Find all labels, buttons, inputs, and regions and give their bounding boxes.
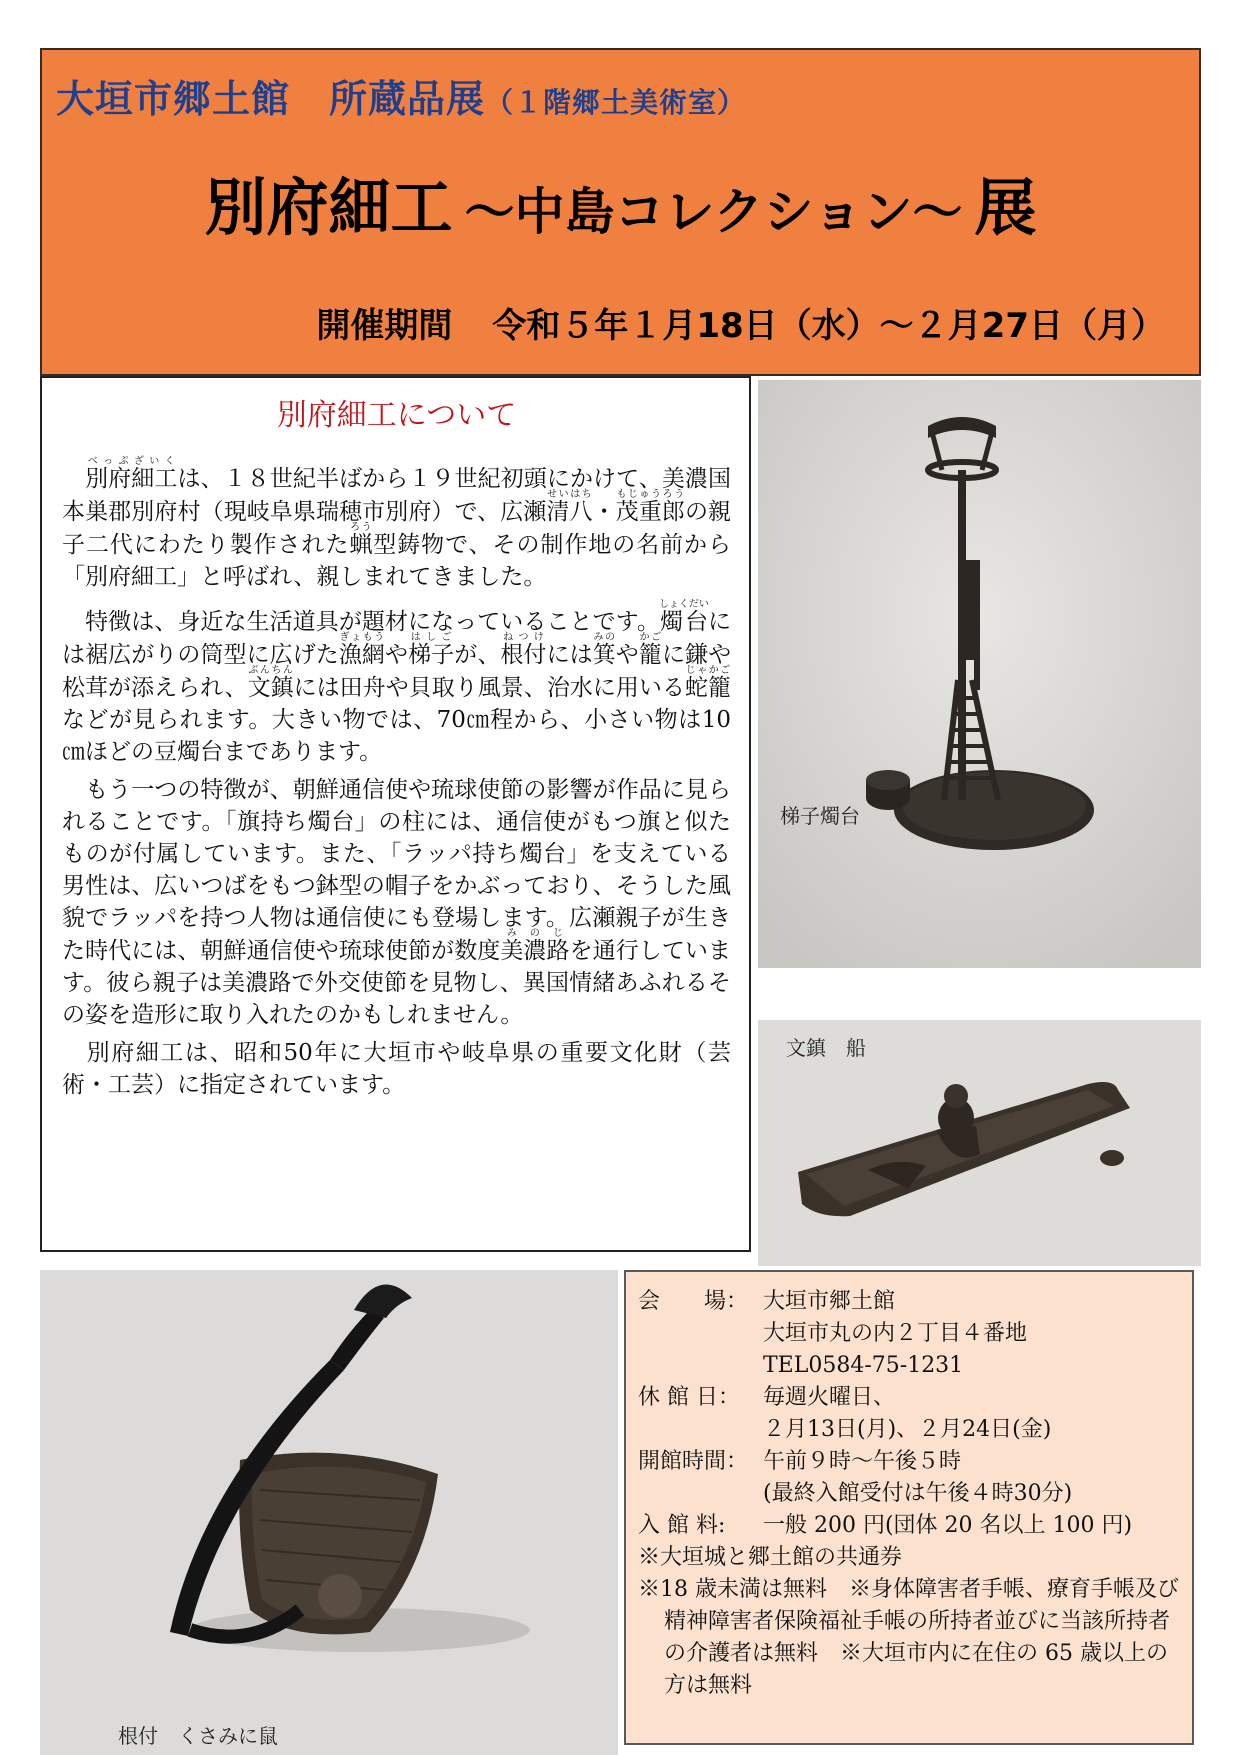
ruby-word: 文鎮ぶんちん [247, 665, 294, 701]
venue-tel: TEL0584-75-1231 [763, 1353, 964, 1378]
about-paragraph-2: 特徴は、身近な生活道具が題材になっていることです。燭台しょくだいには裾広がりの筒型に広げた漁網ぎょもうや梯子はしごが、根付ねつけには箕みのや籠かごに鎌や松茸が添えられ、文鎮ぶんちんには田舟や貝取り風景、治水に用いる蛇籠じゃかごなどが見られます。大きい物では、70㎝程から、小さい物は10㎝ほどの豆燭台まであります。 [62, 599, 732, 765]
about-paragraph-4: 別府細工は、昭和50年に大垣市や岐阜県の重要文化財（芸術・工芸）に指定されています。 [62, 1040, 731, 1098]
closed-label: 休 館 日： [638, 1385, 740, 1410]
exhibition-period [316, 298, 1165, 347]
candlestick-photo [758, 380, 1201, 968]
netsuke-image [40, 1270, 618, 1755]
venue-label: 会 場： [638, 1289, 749, 1314]
boat-photo [758, 1020, 1201, 1266]
last-admission: (最終入館受付は午後４時30分) [763, 1481, 1073, 1506]
visitor-info [624, 1270, 1194, 1745]
candlestick-image [758, 380, 1201, 968]
ruby-word: 清八せいはち [546, 489, 593, 525]
venue-row [638, 1286, 1184, 1318]
fee-value: 一般 200 円(団体 20 名以上 100 円) [763, 1513, 1133, 1538]
about-heading: 別府細工について [276, 398, 517, 433]
fee-label: 入 館 料: [638, 1513, 726, 1538]
organizer-title: 大垣市郷土館 所蔵品展 [56, 77, 486, 121]
about-section [40, 376, 751, 1252]
netsuke-caption: 根付 くさみに鼠 [118, 1724, 278, 1748]
hours-value: 午前９時～午後５時 [763, 1449, 962, 1474]
title-end: 展 [974, 171, 1037, 244]
ruby-word: 梯子はしご [408, 632, 455, 668]
ruby-word: 箕みの [592, 632, 616, 668]
hours-row [638, 1446, 1184, 1478]
free-admission-note: ※18 歳未満は無料 ※身体障害者手帳、療育手帳及び精神障害者保険福祉手帳の所持者並びに当該所持者の介護者は無料 ※大垣市内に在住の 65 歳以上の方は無料 [638, 1577, 1179, 1698]
ruby-word: 別府細工べっぷざいく [85, 456, 178, 492]
closed-row [638, 1382, 1184, 1414]
closed-dates: ２月13日(月)、２月24日(金) [763, 1417, 1052, 1442]
candlestick-caption: 梯子燭台 [780, 804, 860, 828]
about-paragraph-1: 別府細工べっぷざいくは、１８世紀半ばから１９世紀初頭にかけて、美濃国本巣郡別府村（現岐阜県瑞穂市別府）で、広瀬清八せいはち・茂重郎もじゅうろうの親子二代にわたり製作された蝋ろう型鋳物で、その制作地の名前から「別府細工」と呼ばれ、親しまれてきました。 [62, 456, 732, 590]
ruby-word: 根付ねつけ [500, 632, 547, 668]
venue-name: 大垣市郷土館 [763, 1289, 896, 1314]
closed-weekly: 毎週火曜日、 [763, 1385, 896, 1410]
ruby-word: 美濃路みのじ [500, 928, 570, 964]
ruby-word: 蝋ろう [349, 522, 374, 558]
period-value: 令和５年１月18日（水）～２月27日（月） [492, 306, 1165, 346]
organizer-line [56, 68, 746, 123]
hours-label: 開館時間： [638, 1449, 749, 1474]
ruby-word: 蛇籠じゃかご [684, 665, 732, 701]
venue-address: 大垣市丸の内２丁目４番地 [763, 1321, 1028, 1346]
period-label: 開催期間 [316, 306, 453, 346]
netsuke-photo [40, 1270, 618, 1755]
title-main: 別府細工 [204, 171, 453, 244]
ruby-word: 漁網ぎょもう [338, 632, 386, 668]
exhibition-title [42, 158, 1199, 247]
fee-row [638, 1510, 1184, 1542]
ruby-word: 茂重郎もじゅうろう [615, 489, 685, 525]
combined-ticket-note: ※大垣城と郷土館の共通券 [638, 1545, 903, 1570]
venue-room: （１階郷土美術室） [485, 86, 747, 119]
ruby-word: 燭台しょくだい [658, 599, 709, 635]
title-subtitle: ～中島コレクション～ [464, 183, 963, 241]
ruby-word: 籠かご [638, 632, 662, 668]
boat-caption: 文鎮 船 [786, 1036, 866, 1060]
exhibition-header [40, 48, 1201, 376]
about-paragraph-3: もう一つの特徴が、朝鮮通信使や琉球使節の影響が作品に見られることです。「旗持ち燭台」の柱には、通信使がもつ旗と似たものが付属しています。また、「ラッパ持ち燭台」を支えている男性は、広いつばをもつ鉢型の帽子をかぶっており、そうした風貌でラッパを持つ人物は通信使にも登場します。広瀬親子が生きた時代には、朝鮮通信使や琉球使節が数度美濃路みのじを通行しています。彼ら親子は美濃路で外交使節を見物し、異国情緒あふれるその姿を造形に取り入れたのかもしれません。 [62, 777, 732, 1028]
